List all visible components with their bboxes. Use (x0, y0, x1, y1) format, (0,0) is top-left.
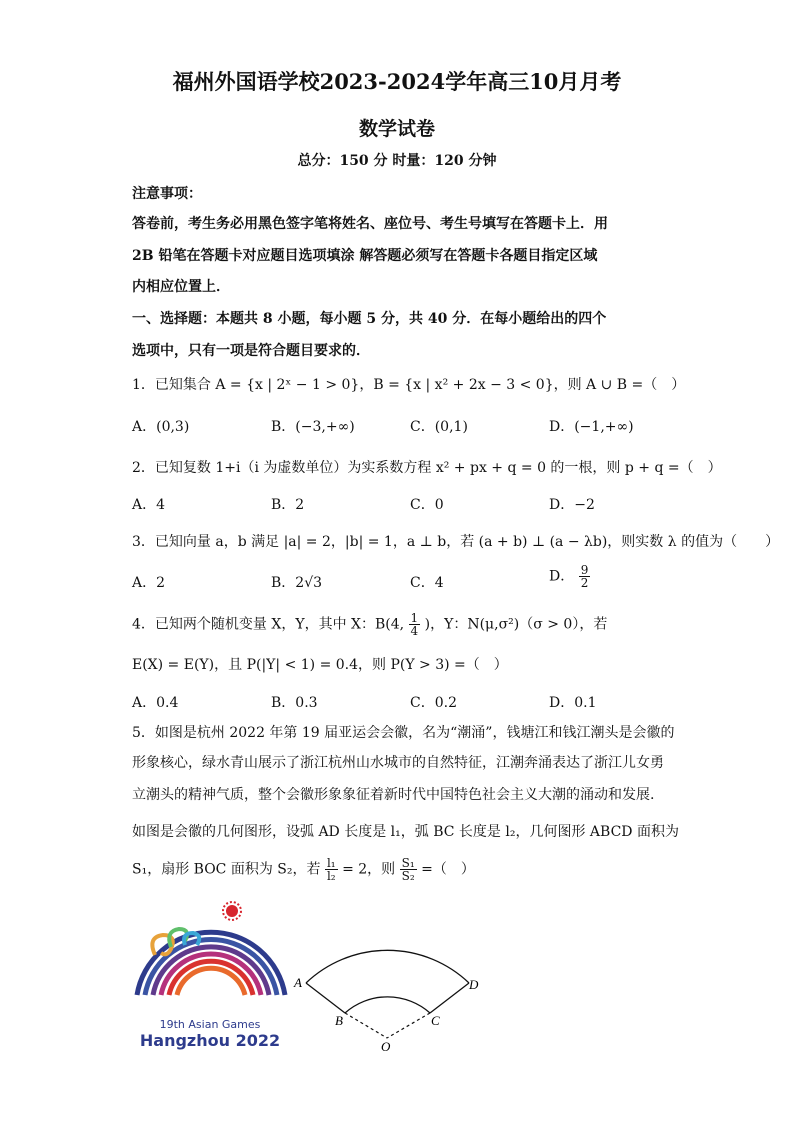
fraction-numerator: S₁ (401, 856, 415, 870)
notice-heading: 注意事项： (132, 186, 202, 202)
fraction-denominator: 4 (410, 624, 419, 638)
question-5-line-1: 5．如图是杭州 2022 年第 19 届亚运会会徽，名为“潮涌”，钱塘江和钱江潮头是会徽的 (132, 725, 675, 741)
question-4-option-d[interactable]: D．0.1 (549, 695, 597, 711)
fraction-denominator: S₂ (401, 869, 415, 883)
question-5-line-4: 如图是会徽的几何图形，设弧 AD 长度是 l₁，弧 BC 长度是 l₂，几何图形 ABCD 面积为 (132, 824, 679, 840)
sector-figure (285, 925, 495, 1055)
exam-title: 福州外国语学校2023-2024学年高三10月月考 (172, 69, 622, 94)
question-5-line-2: 形象核心，绿水青山展示了浙江杭州山水城市的自然特征，江潮奔涌表达了浙江儿女勇 (132, 755, 664, 771)
red-sun-icon (223, 902, 241, 920)
fraction-denominator: l₂ (326, 869, 336, 883)
segment-dc (430, 983, 469, 1013)
question-2-option-b[interactable]: B．2 (271, 497, 305, 513)
logo-caption-line-1: 19th Asian Games (159, 1018, 261, 1031)
question-3-option-d[interactable] (549, 564, 590, 589)
question-4-option-a[interactable]: A．0.4 (132, 695, 179, 711)
logo-caption-line-2: Hangzhou 2022 (139, 1031, 281, 1050)
tide-arcs-icon (137, 932, 285, 995)
question-5-line-5-part-b: = 2，则 (342, 861, 396, 878)
question-3-stem: 3．已知向量 a，b 满足 |a| = 2，|b| = 1，a ⊥ b，若 (a + b) ⊥ (a − λb)，则实数 λ 的值为（ ） (132, 534, 780, 550)
question-2-option-c[interactable]: C．0 (410, 497, 444, 513)
question-1-option-c[interactable]: C．(0,1) (410, 419, 468, 435)
point-label-a: A (294, 975, 302, 990)
question-1-option-b[interactable]: B．(−3,+∞) (271, 419, 355, 435)
question-1-stem: 1．已知集合 A = {x | 2ˣ − 1 > 0}，B = {x | x² + 2x − 3 < 0}，则 A ∪ B =（ ） (132, 377, 686, 393)
question-3-option-a[interactable]: A．2 (132, 575, 166, 591)
section-heading-2: 选项中，只有一项是符合题目要求的． (132, 343, 370, 359)
arc-length-ratio (325, 857, 338, 882)
exam-meta: 总分：150 分 时量：120 分钟 (297, 153, 497, 169)
question-2-stem: 2．已知复数 1+i（i 为虚数单位）为实系数方程 x² + px + q = 0 的一根，则 p + q =（ ） (132, 460, 722, 476)
fraction-denominator: 2 (580, 576, 589, 590)
asian-games-logo (125, 895, 295, 1055)
segment-co-dashed (387, 1013, 430, 1038)
inner-arc-bc (345, 997, 430, 1013)
notice-line-2: 2B 铅笔在答题卡对应题目选项填涂 解答题必须写在答题卡各题目指定区域 (132, 248, 598, 264)
question-1-option-a[interactable]: A．(0,3) (132, 419, 190, 435)
point-label-b: B (335, 1013, 343, 1028)
question-4-option-b[interactable]: B．0.3 (271, 695, 318, 711)
question-4-stem-part-1: 4．已知两个随机变量 X，Y，其中 X：B(4, (132, 616, 405, 633)
question-3-option-c[interactable]: C．4 (410, 575, 444, 591)
point-label-c: C (431, 1013, 440, 1028)
question-3-option-b[interactable]: B．2√3 (271, 575, 323, 591)
section-heading-1: 一、选择题：本题共 8 小题，每小题 5 分，共 40 分．在每小题给出的四个 (132, 311, 607, 327)
notice-line-1: 答卷前，考生务必用黑色签字笔将姓名、座位号、考生号填写在答题卡上．用 (132, 216, 608, 232)
question-4-option-c[interactable]: C．0.2 (410, 695, 457, 711)
question-5-line-5-part-c: =（ ） (421, 861, 475, 878)
question-4-stem-line-1 (132, 612, 607, 637)
question-3-option-d-label: D． (549, 568, 575, 585)
point-label-d: D (469, 977, 479, 992)
exam-subtitle: 数学试卷 (358, 118, 435, 140)
question-1-option-d[interactable]: D．(−1,+∞) (549, 419, 634, 435)
question-2-option-a[interactable]: A．4 (132, 497, 166, 513)
segment-bo-dashed (345, 1013, 387, 1038)
question-5-line-3: 立潮头的精神气质，整个会徽形象象征着新时代中国特色社会主义大潮的涌动和发展. (132, 787, 655, 803)
question-4-stem-part-2: )，Y：N(μ,σ²)（σ > 0），若 (424, 616, 608, 633)
outer-arc-ad (306, 950, 469, 983)
fraction-numerator: 9 (580, 563, 589, 577)
question-3-option-d-fraction (579, 564, 591, 589)
question-5-line-5-part-a: S₁，扇形 BOC 面积为 S₂，若 (132, 861, 321, 878)
fraction-numerator: 1 (410, 611, 419, 625)
fraction-numerator: l₁ (326, 856, 336, 870)
question-2-option-d[interactable]: D．−2 (549, 497, 595, 513)
notice-line-3: 内相应位置上． (132, 279, 230, 295)
segment-ab (306, 983, 345, 1013)
question-5-line-5 (132, 857, 475, 882)
binomial-probability-fraction (409, 612, 421, 637)
question-4-stem-line-2: E(X) = E(Y)，且 P(|Y| < 1) = 0.4，则 P(Y > 3) =（ ） (132, 657, 508, 673)
point-label-o: O (381, 1039, 391, 1054)
area-ratio (400, 857, 417, 882)
